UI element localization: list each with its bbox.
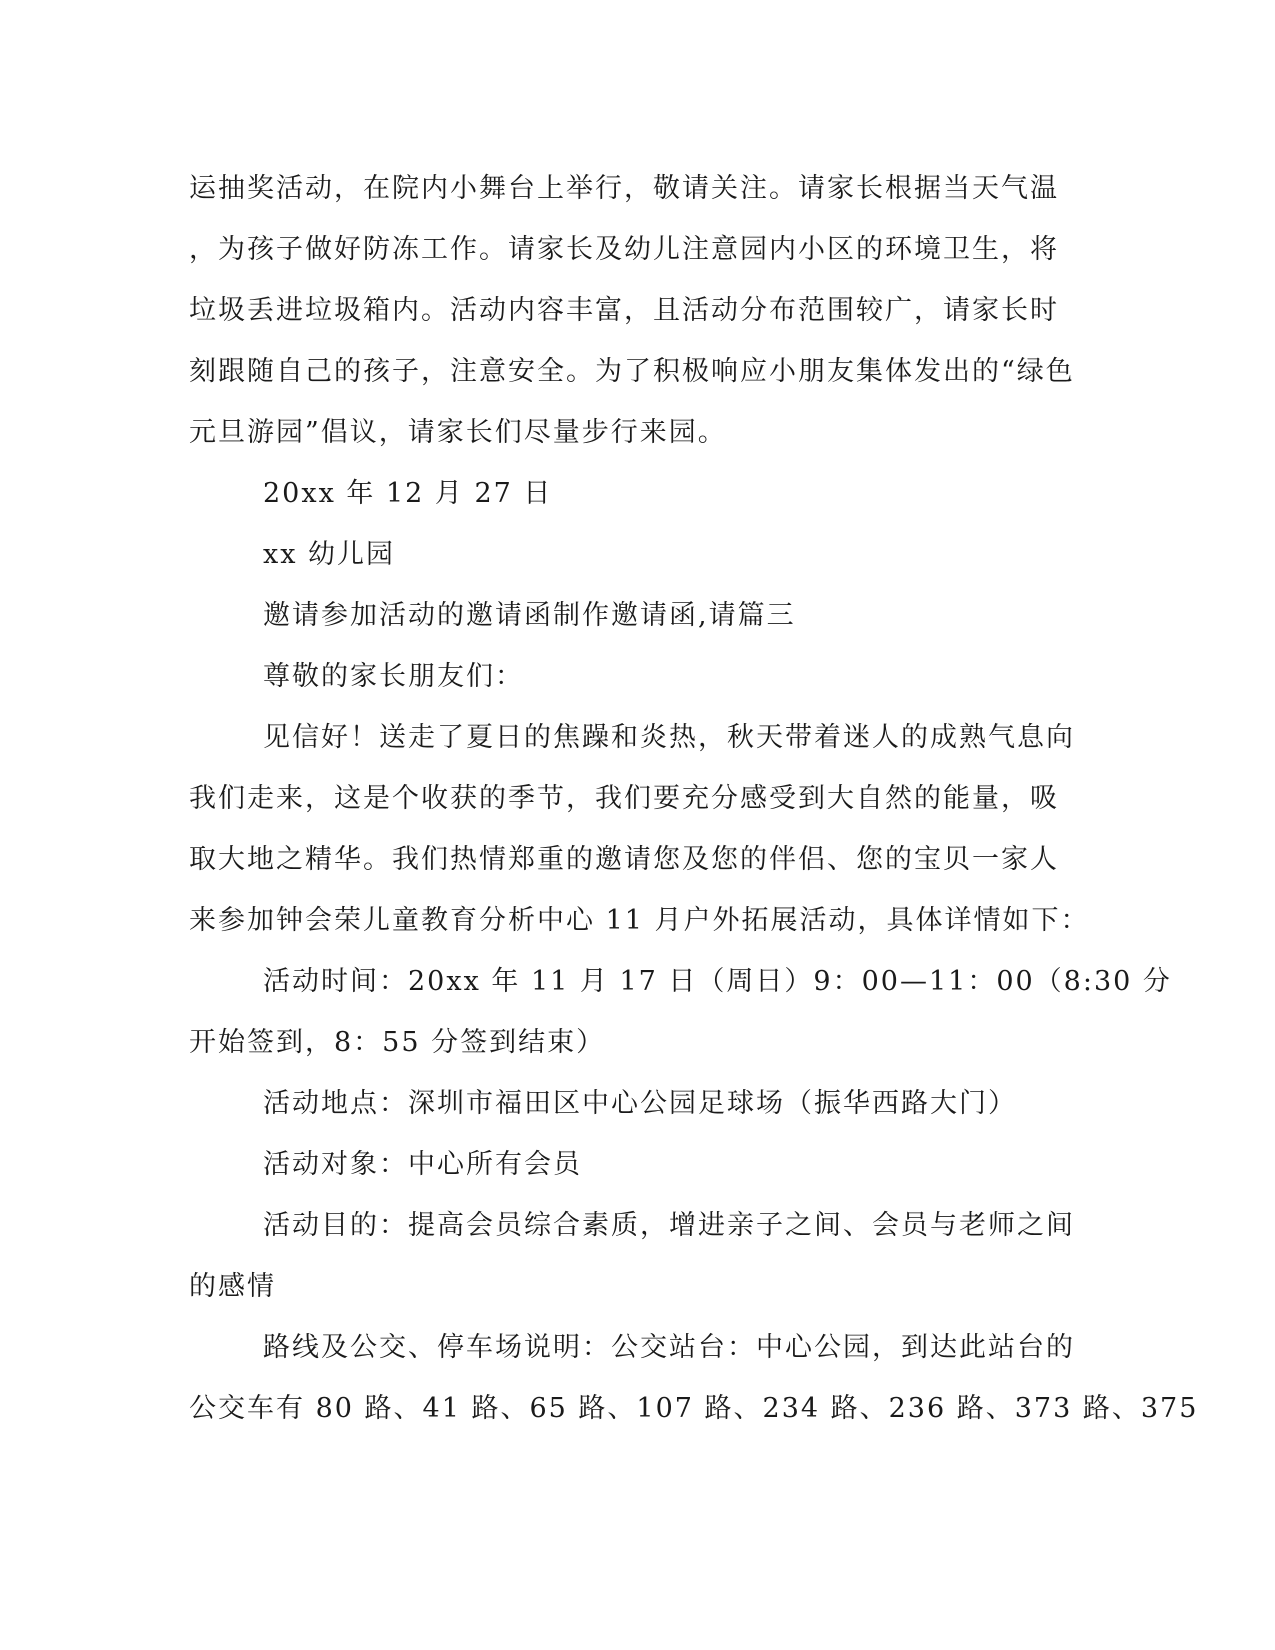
text-line: 活动对象：中心所有会员	[263, 1149, 582, 1180]
text-line: 公交车有 80 路、41 路、65 路、107 路、234 路、236 路、373 路、375	[189, 1393, 1199, 1424]
text-line: 活动时间：20xx 年 11 月 17 日（周日）9：00—11：00（8:30 分	[263, 966, 1172, 997]
text-line: 我们走来，这是个收获的季节，我们要充分感受到大自然的能量，吸	[189, 783, 1059, 814]
text-line: 20xx 年 12 月 27 日	[263, 478, 553, 509]
text-line: xx 幼儿园	[263, 539, 396, 570]
text-line: 活动目的：提高会员综合素质，增进亲子之间、会员与老师之间	[263, 1210, 1075, 1241]
text-line: 邀请参加活动的邀请函制作邀请函,请篇三	[263, 600, 796, 631]
text-line: 见信好！送走了夏日的焦躁和炎热，秋天带着迷人的成熟气息向	[263, 722, 1075, 753]
text-line: 尊敬的家长朋友们：	[263, 661, 524, 692]
text-line: 开始签到，8：55 分签到结束）	[189, 1027, 606, 1058]
text-line: 路线及公交、停车场说明：公交站台：中心公园，到达此站台的	[263, 1332, 1075, 1363]
text-line: 的感情	[189, 1271, 276, 1302]
text-line: 元旦游园”倡议，请家长们尽量步行来园。	[189, 417, 727, 448]
text-line: ，为孩子做好防冻工作。请家长及幼儿注意园内小区的环境卫生，将	[189, 234, 1059, 265]
text-line: 活动地点：深圳市福田区中心公园足球场（振华西路大门）	[263, 1088, 1017, 1119]
document-body	[189, 158, 1199, 1439]
text-line: 来参加钟会荣儿童教育分析中心 11 月户外拓展活动，具体详情如下：	[189, 905, 1090, 936]
text-line: 取大地之精华。我们热情郑重的邀请您及您的伴侣、您的宝贝一家人	[189, 844, 1059, 875]
text-line: 刻跟随自己的孩子，注意安全。为了积极响应小朋友集体发出的“绿色	[189, 356, 1075, 387]
text-line: 运抽奖活动，在院内小舞台上举行，敬请关注。请家长根据当天气温	[189, 173, 1059, 204]
text-line: 垃圾丢进垃圾箱内。活动内容丰富，且活动分布范围较广，请家长时	[189, 295, 1059, 326]
